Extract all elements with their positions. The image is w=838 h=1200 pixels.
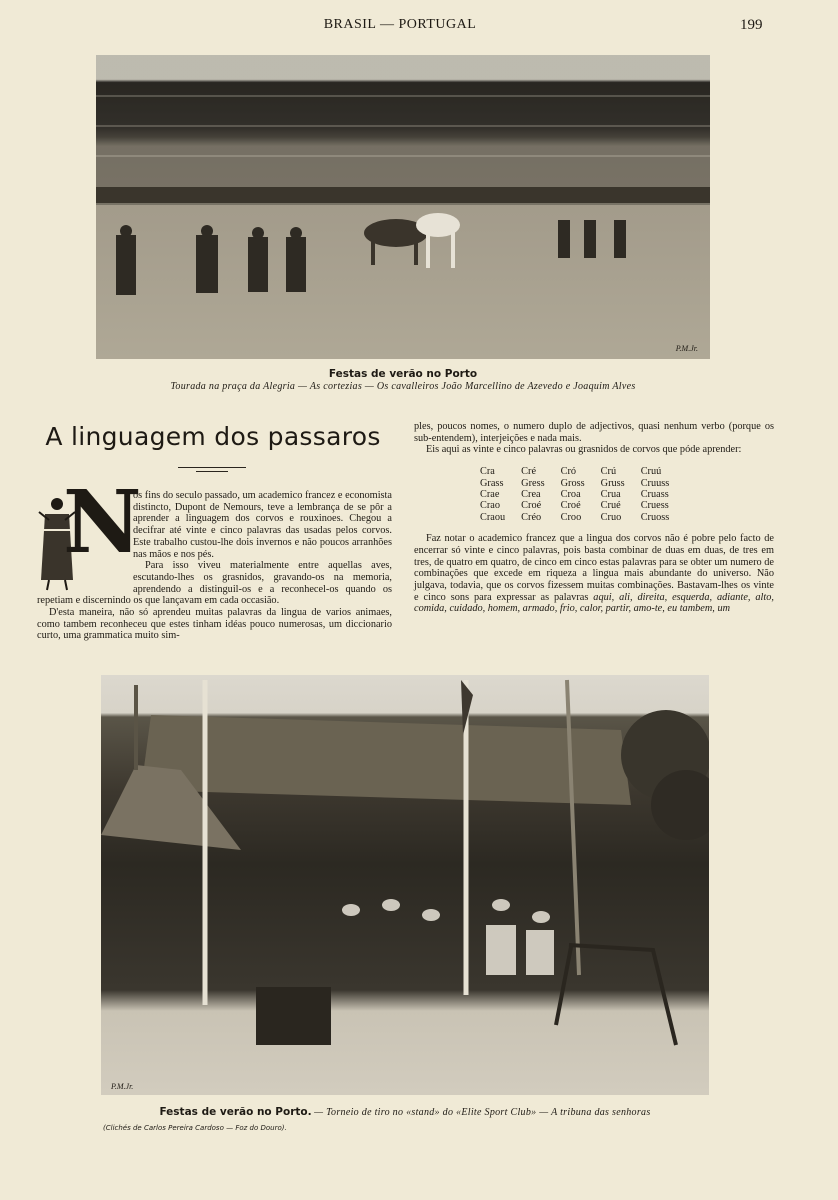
table-cell: Craou	[480, 511, 506, 523]
figure1-caption-title: Festas de verão no Porto	[328, 368, 478, 380]
left-paragraph-1: os fins do seculo passado, um academico francez e economista distincto, Dupont de Nemours, teve a lembrança de se pôr a aprender a linguagem dos corvos e rouxinoes. Chegou a decifrar até vinte e cinco palavras das usadas pelos corvos. Este trabalho custou-lhe dois invernos e não poucos arranhões nas mãos e nos pés.	[133, 490, 392, 560]
table-cell: Créo	[521, 511, 542, 523]
table-cell: Cra	[480, 466, 495, 478]
article-left-column	[37, 472, 392, 642]
table-cell: Gross	[560, 477, 585, 489]
table-cell: Croé	[560, 500, 581, 512]
photo-signature: P.M.Jr.	[111, 1082, 134, 1091]
table-cell: Crua	[600, 488, 621, 500]
figure2-caption-subtitle: — Torneio de tiro no «stand» do «Elite Sport Club» — A tribuna das senhoras	[314, 1107, 651, 1118]
running-title: BRASIL — PORTUGAL	[323, 17, 477, 32]
right-paragraph-3	[414, 533, 774, 615]
figure2-caption-title: Festas de verão no Porto.	[159, 1106, 312, 1118]
figure1-caption-subtitle: Tourada na praça da Alegria — As cortezias — Os cavalleiros João Marcellino de Azevedo e Joaquim Alves	[170, 381, 636, 392]
table-cell: Crae	[480, 488, 500, 500]
table-row	[480, 466, 685, 477]
photo-signature: P.M.Jr.	[675, 344, 698, 353]
table-cell: Croa	[560, 488, 581, 500]
right-paragraph-3-text: Faz notar o academico francez que a lingua dos corvos não é pobre pelo facto de encerrar só vinte e cinco palavras, pois basta combinar de duas em duas, de tres em tres, de quatro em quatro, de cinco em cinco estas palavras para se obter um numero de combinações que excede em riqueza a lingua mais abundante do universo. Não julgava, todavia, que os corvos fizessem muitas combinações. Bastavam-lhes os vinte e cinco sons para expressar as palavras	[414, 533, 774, 603]
table-cell: Croo	[560, 511, 582, 523]
bullfight-photo	[96, 55, 710, 359]
photo-credits: (Clichés de Carlos Pereira Cardoso — Foz do Douro).	[103, 1124, 287, 1132]
table-cell: Gress	[521, 477, 545, 489]
table-cell: Cruass	[640, 488, 669, 500]
page-number: 199	[740, 17, 763, 33]
article-title: A linguagem dos passaros	[45, 422, 381, 451]
title-rule-short	[196, 471, 228, 472]
table-cell: Crao	[480, 500, 501, 512]
table-cell: Gruss	[600, 477, 625, 489]
table-cell: Grass	[480, 477, 504, 489]
table-cell: Cruess	[640, 500, 669, 512]
table-cell: Cruoss	[640, 511, 670, 523]
table-cell: Cré	[521, 466, 537, 478]
table-cell: Cruo	[600, 511, 622, 523]
crow-words-table	[480, 466, 685, 523]
table-cell: Croé	[521, 500, 542, 512]
table-row	[480, 512, 685, 523]
bullfight-scene-illustration	[96, 55, 710, 359]
shooting-stand-photo	[101, 675, 709, 1095]
table-cell: Crea	[521, 488, 541, 500]
table-cell: Cruuss	[640, 477, 670, 489]
figure2-caption	[101, 1106, 709, 1118]
title-rule	[178, 467, 246, 468]
table-cell: Cruú	[640, 466, 662, 478]
table-cell: Cró	[560, 466, 577, 478]
right-paragraph-1: ples, poucos nomes, o numero duplo de adjectivos, quasi nenhum verbo (porque os sub-entendem), interjeições e nada mais.	[414, 421, 774, 444]
table-row	[480, 478, 685, 489]
left-paragraph-2: Para isso viveu materialmente entre aquellas aves, escutando-lhes os grasnidos, gravando-os na memoria, aprendendo a distinguil-os e a reconhecel-os quando os repetiam e discernindo os que lançavam em cada occasião.	[37, 560, 392, 607]
right-paragraph-2: Eis aqui as vinte e cinco palavras ou grasnidos de corvos que póde aprender:	[426, 444, 742, 456]
dropcap-illustration	[37, 472, 142, 594]
dropcap-letter: N	[63, 472, 142, 573]
table-cell: Crué	[600, 500, 621, 512]
left-paragraph-3: D'esta maneira, não só aprendeu muitas palavras da lingua de varios animaes, como tambem reconheceu que estes tinham idéas pouco numerosas, um diccionario curto, uma grammatica muito sim-	[37, 607, 392, 642]
table-row	[480, 500, 685, 511]
table-cell: Crú	[600, 466, 617, 478]
table-row	[480, 489, 685, 500]
shooting-stand-scene-illustration	[101, 675, 709, 1095]
right-paragraph-3-italic: aqui, ali, direita, esquerda, adiante, alto, comida, cuidado, homem, armado, frio, calor, partir, amo-te, eu tambem, um	[414, 591, 774, 615]
article-right-column	[414, 421, 774, 615]
